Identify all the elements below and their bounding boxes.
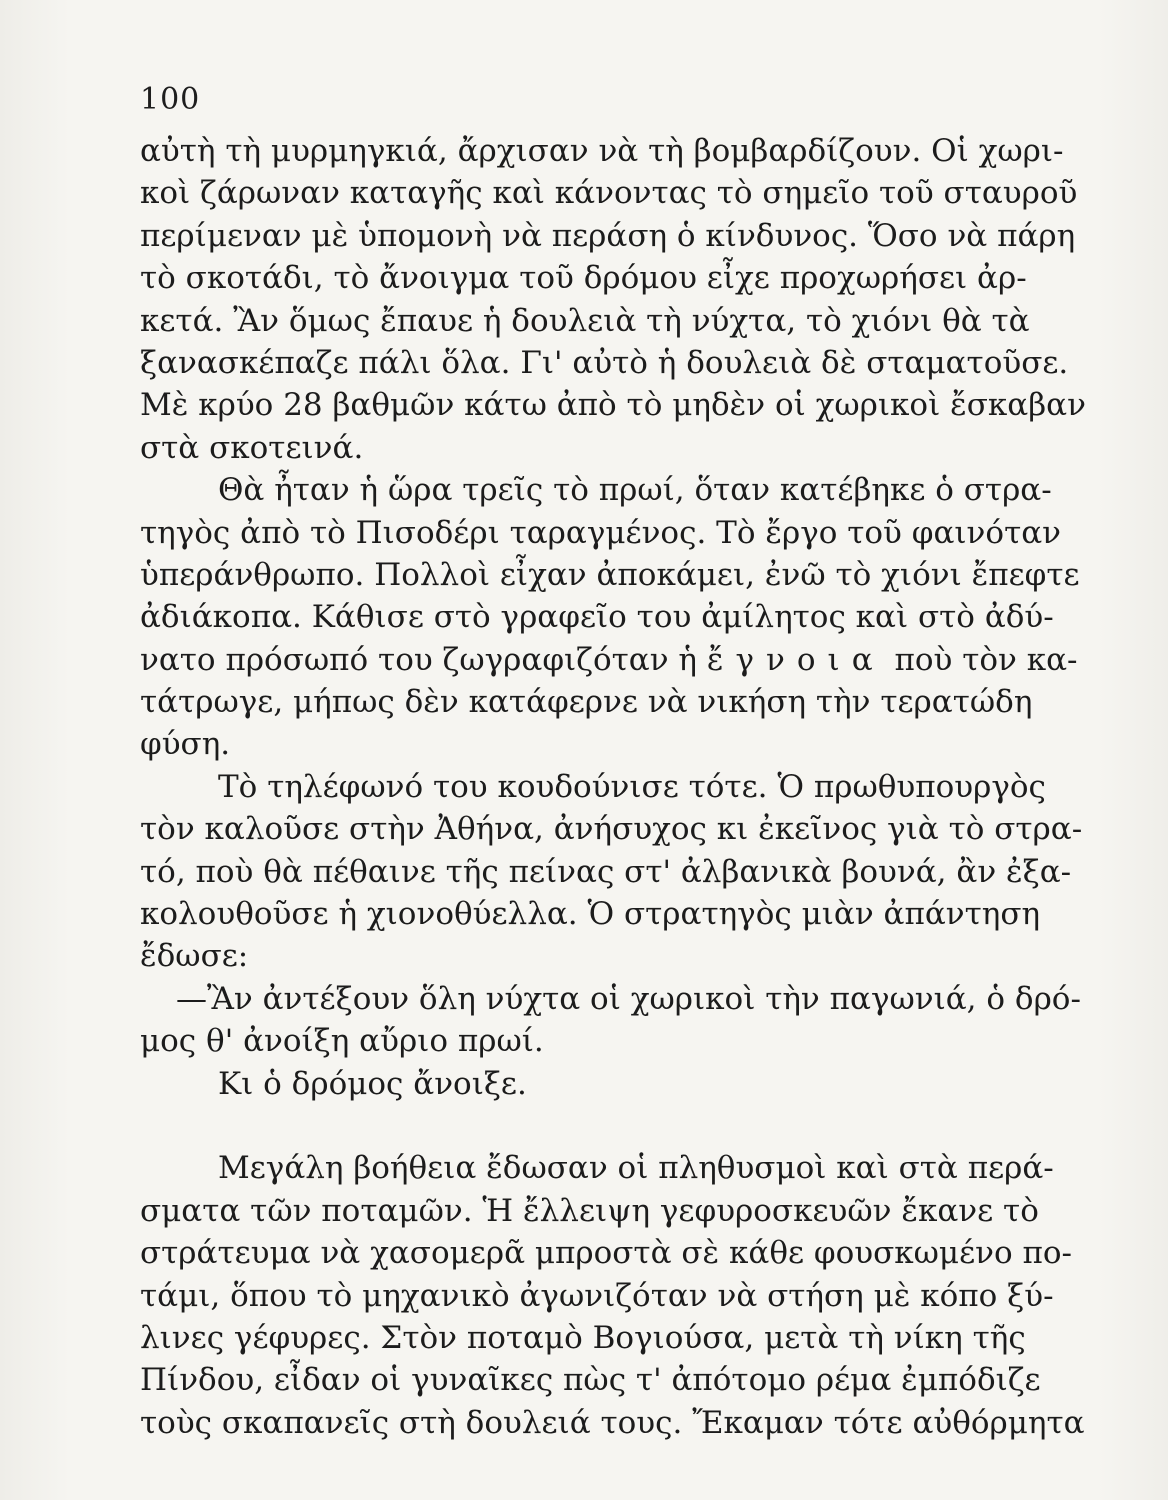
text-line: στράτευμα νὰ χασομερᾶ μπροστὰ σὲ κάθε φουσκωμένο πο- xyxy=(140,1235,1073,1272)
text-line: ἔδωσε: xyxy=(140,938,249,975)
paragraph-dialogue xyxy=(140,978,1081,1063)
text-line-with-spaced-word xyxy=(140,639,1078,681)
text-line: τάμι, ὅπου τὸ μηχανικὸ ἀγωνιζόταν νὰ στήση μὲ κόπο ξύ- xyxy=(140,1277,1054,1314)
text-line: σματα τῶν ποταμῶν. Ἡ ἔλλειψη γεφυροσκευῶν ἔκανε τὸ xyxy=(140,1192,1039,1229)
text-line: ἀδιάκοπα. Κάθισε στὸ γραφεῖο του ἀμίλητος καὶ στὸ ἀδύ- xyxy=(140,599,1054,636)
text-line: Μεγάλη βοήθεια ἔδωσαν οἱ πληθυσμοὶ καὶ στὰ περά- xyxy=(218,1150,1054,1187)
text-line: φύση. xyxy=(140,726,231,763)
text-line: τοὺς σκαπανεῖς στὴ δουλειά τους. Ἔκαμαν τότε αὐθόρμητα xyxy=(140,1404,1085,1441)
text-segment: ποὺ τὸν κα- xyxy=(894,641,1078,678)
text-segment: νατο πρόσωπό του ζωγραφιζόταν ἡ xyxy=(140,641,698,678)
spaced-word: ἔγνοια xyxy=(706,641,885,678)
paragraph xyxy=(140,1063,1020,1105)
text-line: Πίνδου, εἶδαν οἱ γυναῖκες πὼς τ' ἀπότομο ρέμα ἐμπόδιζε xyxy=(140,1362,1041,1399)
text-line: τὸν καλοῦσε στὴν Ἀθήνα, ἀνήσυχος κι ἐκεῖνος γιὰ τὸ στρα- xyxy=(140,811,1083,848)
text-line: —Ἂν ἀντέξουν ὅλη νύχτα οἱ χωρικοὶ τὴν παγωνιά, ὁ δρό- xyxy=(176,980,1081,1017)
text-line: μος θ' ἀνοίξη αὔριο πρωί. xyxy=(140,1023,544,1060)
paragraph xyxy=(140,130,1086,469)
text-line: Μὲ κρύο 28 βαθμῶν κάτω ἀπὸ τὸ μηδὲν οἱ χωρικοὶ ἔσκαβαν xyxy=(140,387,1086,424)
paragraph xyxy=(140,469,1080,766)
text-line: στὰ σκοτεινά. xyxy=(140,429,364,466)
text-line: λινες γέφυρες. Στὸν ποταμὸ Βογιούσα, μετὰ τὴ νίκη τῆς xyxy=(140,1319,1026,1356)
body-text xyxy=(140,130,1086,1444)
text-line: αὐτὴ τὴ μυρμηγκιά, ἄρχισαν νὰ τὴ βομβαρδίζουν. Οἱ χωρι- xyxy=(140,133,1064,169)
text-line: τάτρωγε, μήπως δὲν κατάφερνε νὰ νικήση τὴν τερατώδη xyxy=(140,684,1033,721)
paragraph xyxy=(140,766,1083,978)
text-line: ὑπεράνθρωπο. Πολλοὶ εἶχαν ἀποκάμει, ἐνῶ τὸ χιόνι ἔπεφτε xyxy=(140,556,1080,593)
text-line: Τὸ τηλέφωνό του κουδούνισε τότε. Ὁ πρωθυπουργὸς xyxy=(218,768,1046,805)
text-line: τηγὸς ἀπὸ τὸ Πισοδέρι ταραγμένος. Τὸ ἔργο τοῦ φαινόταν xyxy=(140,514,1061,551)
text-line: τό, ποὺ θὰ πέθαινε τῆς πείνας στ' ἀλβανικὰ βουνά, ἂν ἐξα- xyxy=(140,853,1072,890)
page-number: 100 xyxy=(140,82,201,117)
text-line: κοὶ ζάρωναν καταγῆς καὶ κάνοντας τὸ σημεῖο τοῦ σταυροῦ xyxy=(140,175,1078,212)
section-gap xyxy=(140,1105,1020,1147)
text-line: κολουθοῦσε ἡ χιονοθύελλα. Ὁ στρατηγὸς μιὰν ἀπάντηση xyxy=(140,896,1041,933)
paragraph xyxy=(140,1147,1085,1444)
text-line: τὸ σκοτάδι, τὸ ἄνοιγμα τοῦ δρόμου εἶχε προχωρήσει ἀρ- xyxy=(140,260,1027,297)
text-line: κετά. Ἂν ὅμως ἔπαυε ἡ δουλειὰ τὴ νύχτα, τὸ χιόνι θὰ τὰ xyxy=(140,302,1030,339)
text-line: Κι ὁ δρόμος ἄνοιξε. xyxy=(218,1065,527,1102)
text-line: Θὰ ἦταν ἡ ὥρα τρεῖς τὸ πρωί, ὅταν κατέβηκε ὁ στρα- xyxy=(218,472,1052,509)
text-line: περίμεναν μὲ ὑπομονὴ νὰ περάση ὁ κίνδυνος. Ὅσο νὰ πάρη xyxy=(140,217,1076,254)
text-line: ξανασκέπαζε πάλι ὅλα. Γι' αὐτὸ ἡ δουλειὰ δὲ σταματοῦσε. xyxy=(140,344,1069,381)
